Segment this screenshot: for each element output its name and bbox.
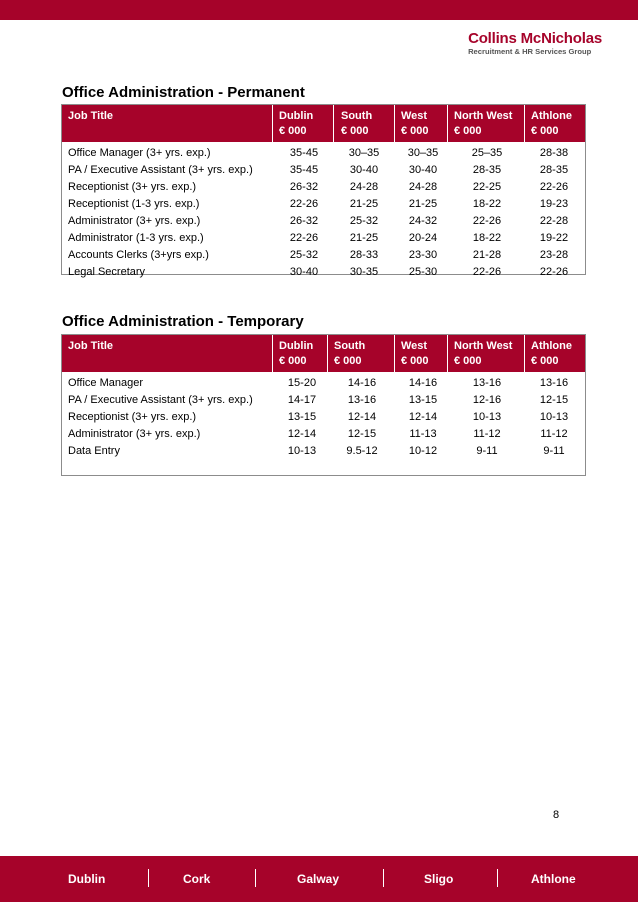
athlone-cell: 11-12 [540,428,568,440]
header-divider [327,335,328,372]
west-cell: 30–35 [407,147,439,159]
header-dublin: Dublin € 000 [279,340,314,367]
job-title-cell: PA / Executive Assistant (3+ yrs. exp.) [68,394,253,406]
footer-separator [383,869,384,887]
west-cell: 14-16 [408,377,438,389]
west-cell: 10-12 [408,445,438,457]
south-cell: 28-33 [349,249,379,261]
athlone-cell: 9-11 [543,445,565,457]
job-title-cell: Data Entry [68,445,120,457]
athlone-cell: 23-28 [539,249,569,261]
table-row [62,247,585,264]
job-title-cell: PA / Executive Assistant (3+ yrs. exp.) [68,164,253,176]
west-cell: 25-30 [408,266,438,278]
header-north-west: North West € 000 [454,340,513,367]
table-row [62,145,585,162]
north-west-cell: 22-26 [472,266,502,278]
job-title-cell: Legal Secretary [68,266,146,278]
dublin-cell: 25-32 [289,249,319,261]
dublin-cell: 14-17 [287,394,317,406]
west-cell: 24-28 [408,181,438,193]
north-west-cell: 10-13 [472,411,502,423]
north-west-cell: 13-16 [472,377,502,389]
north-west-cell: 9-11 [476,445,498,457]
temporary-section-title: Office Administration - Temporary [62,313,304,330]
header-divider [447,105,448,142]
footer-location-sligo: Sligo [424,872,454,886]
athlone-cell: 13-16 [539,377,569,389]
south-cell: 30–35 [348,147,380,159]
south-cell: 21-25 [349,198,379,210]
footer-location-athlone: Athlone [531,872,576,886]
top-banner [0,0,638,20]
header-job-title: Job Title [68,340,114,352]
north-west-cell: 22-25 [472,181,502,193]
table-row [62,375,585,392]
table-row [62,392,585,409]
job-title-cell: Administrator (3+ yrs. exp.) [68,428,201,440]
south-cell: 12-15 [347,428,377,440]
south-cell: 30-35 [349,266,379,278]
dublin-cell: 35-45 [289,147,319,159]
north-west-cell: 28-35 [472,164,502,176]
south-cell: 24-28 [349,181,379,193]
athlone-cell: 10-13 [539,411,569,423]
south-cell: 25-32 [349,215,379,227]
header-divider [524,335,525,372]
job-title-cell: Receptionist (1-3 yrs. exp.) [68,198,200,210]
north-west-cell: 11-12 [473,428,501,440]
dublin-cell: 15-20 [287,377,317,389]
west-cell: 23-30 [408,249,438,261]
header-divider [524,105,525,142]
south-cell: 21-25 [349,232,379,244]
footer-location-cork: Cork [183,872,211,886]
table-row [62,230,585,247]
table-row [62,162,585,179]
job-title-cell: Accounts Clerks (3+yrs exp.) [68,249,209,261]
west-cell: 21-25 [408,198,438,210]
athlone-cell: 19-23 [539,198,569,210]
header-job-title: Job Title [68,110,114,122]
dublin-cell: 13-15 [287,411,317,423]
header-north-west: North West € 000 [454,110,513,137]
south-cell: 30-40 [349,164,379,176]
athlone-cell: 28-38 [539,147,569,159]
brand-tagline: Recruitment & HR Services Group [468,47,592,56]
job-title-cell: Administrator (3+ yrs. exp.) [68,215,201,227]
footer-separator [497,869,498,887]
north-west-cell: 25–35 [471,147,503,159]
header-divider [394,335,395,372]
header-divider [272,335,273,372]
table-row [62,264,585,281]
dublin-cell: 22-26 [289,232,319,244]
athlone-cell: 22-26 [539,181,569,193]
south-cell: 9.5-12 [346,445,378,457]
brand-name: Collins McNicholas [468,30,602,47]
header-divider [333,105,334,142]
north-west-cell: 18-22 [472,232,502,244]
temporary-salary-table [61,334,586,476]
table-row [62,179,585,196]
athlone-cell: 22-28 [539,215,569,227]
dublin-cell: 12-14 [287,428,317,440]
dublin-cell: 30-40 [289,266,319,278]
table-row [62,196,585,213]
job-title-cell: Office Manager (3+ yrs. exp.) [68,147,211,159]
header-south: South € 000 [341,110,373,137]
west-cell: 12-14 [408,411,438,423]
dublin-cell: 26-32 [289,215,319,227]
athlone-cell: 12-15 [539,394,569,406]
dublin-cell: 22-26 [289,198,319,210]
header-divider [447,335,448,372]
table-row [62,443,585,460]
page-number: 8 [553,809,560,821]
west-cell: 20-24 [408,232,438,244]
west-cell: 13-15 [408,394,438,406]
north-west-cell: 21-28 [472,249,502,261]
athlone-cell: 22-26 [539,266,569,278]
athlone-cell: 28-35 [539,164,569,176]
dublin-cell: 35-45 [289,164,319,176]
header-dublin: Dublin € 000 [279,110,314,137]
job-title-cell: Receptionist (3+ yrs. exp.) [68,181,197,193]
table-row [62,409,585,426]
south-cell: 13-16 [347,394,377,406]
header-south: South € 000 [334,340,366,367]
footer-location-dublin: Dublin [68,872,106,886]
table-row [62,213,585,230]
brand-logo [468,30,602,57]
permanent-table-header [62,105,585,142]
footer-location-galway: Galway [297,872,340,886]
athlone-cell: 19-22 [539,232,569,244]
north-west-cell: 12-16 [472,394,502,406]
north-west-cell: 18-22 [472,198,502,210]
dublin-cell: 26-32 [289,181,319,193]
job-title-cell: Office Manager [68,377,144,389]
west-cell: 11-13 [409,428,437,440]
header-athlone: Athlone € 000 [531,110,572,137]
south-cell: 14-16 [347,377,377,389]
header-divider [272,105,273,142]
header-west: West € 000 [401,340,429,367]
job-title-cell: Receptionist (3+ yrs. exp.) [68,411,197,423]
west-cell: 24-32 [408,215,438,227]
west-cell: 30-40 [408,164,438,176]
south-cell: 12-14 [347,411,377,423]
footer-separator [148,869,149,887]
header-athlone: Athlone € 000 [531,340,572,367]
north-west-cell: 22-26 [472,215,502,227]
header-divider [394,105,395,142]
job-title-cell: Administrator (1-3 yrs. exp.) [68,232,204,244]
permanent-section-title: Office Administration - Permanent [62,84,305,101]
header-west: West € 000 [401,110,429,137]
footer-separator [255,869,256,887]
dublin-cell: 10-13 [287,445,317,457]
table-row [62,426,585,443]
footer-bar [0,856,638,902]
permanent-salary-table [61,104,586,278]
temporary-table-header [62,335,585,372]
